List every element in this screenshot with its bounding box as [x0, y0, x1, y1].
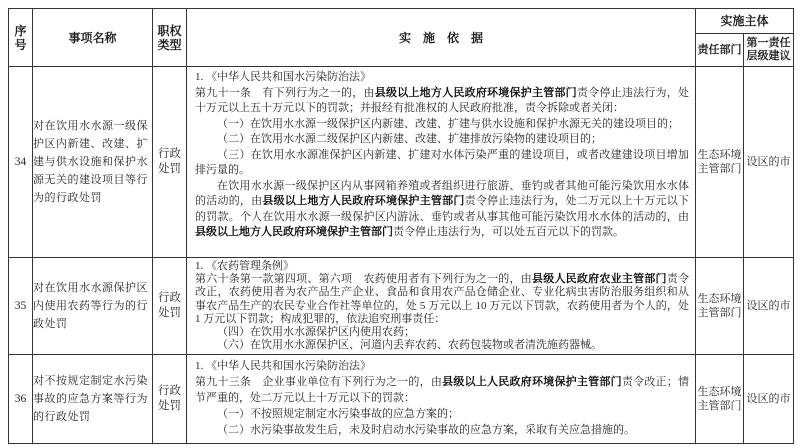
basis-paragraph: 第九十一条 有下列行为之一的，由县级以上地方人民政府环境保护主管部门责令停止违法行为，处十万元以上五十万元以下的罚款；并报经有批准权的人民政府批准，责令拆除或者关闭：	[195, 86, 690, 114]
cell-responsibility-level: 设区的市	[744, 258, 794, 355]
header-item-name: 事项名称	[33, 9, 153, 67]
basis-paragraph: 1. 《中华人民共和国水污染防治法》	[195, 360, 371, 372]
basis-paragraph: 1. 《中华人民共和国水污染防治法》	[195, 71, 371, 83]
header-serial: 序号	[9, 9, 33, 67]
basis-text-block	[187, 67, 695, 253]
cell-implementation-basis	[187, 67, 696, 258]
basis-paragraph: 第九十三条 企业事业单位有下列行为之一的，由县级以上人民政府环境保护主管部门责令改正；情节严重的，处二万元以上十万元以下的罚款：	[195, 376, 690, 404]
authority-emphasis-text: 县级以上地方人民政府环境保护主管部门	[195, 226, 393, 238]
cell-responsibility-level: 设区的市	[744, 355, 794, 444]
cell-responsible-department: 生态环境主管部门	[696, 355, 744, 444]
table-header	[9, 9, 794, 67]
cell-authority-type: 行政处罚	[153, 355, 187, 444]
basis-text-block	[187, 258, 695, 350]
cell-authority-type: 行政处罚	[153, 67, 187, 258]
cell-serial: 34	[9, 67, 33, 258]
basis-paragraph: 1. 《农药管理条例》	[195, 260, 294, 272]
basis-paragraph: （二）水污染事故发生后，未及时启动水污染事故的应急方案，采取有关应急措施的。	[217, 424, 635, 436]
header-implementation-subject: 实施主体	[696, 9, 794, 34]
table-body	[9, 67, 794, 444]
basis-paragraph: 在饮用水水源一级保护区内从事网箱养殖或者组织进行旅游、垂钓或者其他可能污染饮用水水体的活动的，由县级以上地方人民政府环境保护主管部门责令停止违法行为，处二万元以上十万元以下的罚款。个人在饮用水水源一级保护区内游泳、垂钓或者从事其他可能污染饮用水水体的活动的，由县级以上地方人民政府环境保护主管部门责令停止违法行为，可以处五百元以下的罚款。	[195, 179, 690, 238]
cell-responsible-department: 生态环境主管部门	[696, 67, 744, 258]
basis-paragraph: （二）在饮用水水源二级保护区内新建、改建、扩建排放污染物的建设项目的；	[217, 133, 602, 145]
basis-paragraph: 第六十条第一款第四项、第六项 农药使用者有下列行为之一的，由县级人民政府农业主管部门责令改正，农药使用者为农产品生产企业、食品和食用农产品仓储企业、专业化病虫害防治服务组织和从事农产品生产的农民专业合作社等单位的，处 5 万元以上 10 万元以下罚款，农药使用者为个人的，处 1 万元以下罚款；构成犯罪的，依法追究刑事责任：	[195, 273, 690, 325]
basis-paragraph: （三）在饮用水水源准保护区内新建、扩建对水体污染严重的建设项目，或者改建建设项目增加排污量的。	[195, 148, 689, 176]
basis-paragraph: （一）在饮用水水源一级保护区内新建、改建、扩建与供水设施和保护水源无关的建设项目的；	[217, 117, 679, 130]
table-row	[9, 258, 794, 355]
header-implementation-basis: 实 施 依 据	[187, 9, 696, 67]
basis-paragraph: （一）不按照规定制定水污染事故的应急方案的；	[217, 408, 459, 420]
cell-serial: 35	[9, 258, 33, 355]
cell-implementation-basis	[187, 355, 696, 444]
table-row	[9, 67, 794, 258]
cell-responsibility-level: 设区的市	[744, 67, 794, 258]
authority-emphasis-text: 县级以上地方人民政府环境保护主管部门	[262, 195, 465, 207]
cell-item-name: 对在饮用水水源保护区内使用农药等行为的行政处罚	[33, 258, 153, 355]
cell-item-name: 对不按规定制定水污染事故的应急方案等行为的行政处罚	[33, 355, 153, 444]
cell-item-name: 对在饮用水水源一级保护区内新建、改建、扩建与供水设施和保护水源无关的建设项目等行为的行政处罚	[33, 67, 153, 258]
cell-authority-type: 行政处罚	[153, 258, 187, 355]
basis-paragraph: （六）在饮用水水源保护区、河道内丢弃农药、农药包装物或者清洗施药器械。	[217, 339, 602, 350]
authority-emphasis-text: 县级以上地方人民政府环境保护主管部门	[374, 86, 577, 99]
authority-emphasis-text: 县级以上人民政府环境保护主管部门	[442, 376, 622, 388]
header-responsible-department: 责任部门	[696, 34, 744, 67]
basis-text-block	[187, 355, 695, 440]
authority-emphasis-text: 县级人民政府农业主管部门	[531, 273, 667, 286]
cell-implementation-basis	[187, 258, 696, 355]
basis-paragraph: （四）在饮用水水源保护区内使用农药；	[217, 326, 415, 339]
administrative-penalty-table	[8, 8, 794, 444]
table-row	[9, 355, 794, 444]
header-authority-type: 职权类型	[153, 9, 187, 67]
cell-serial: 36	[9, 355, 33, 444]
cell-responsible-department: 生态环境主管部门	[696, 258, 744, 355]
header-responsibility-level: 第一责任层级建议	[744, 34, 794, 67]
